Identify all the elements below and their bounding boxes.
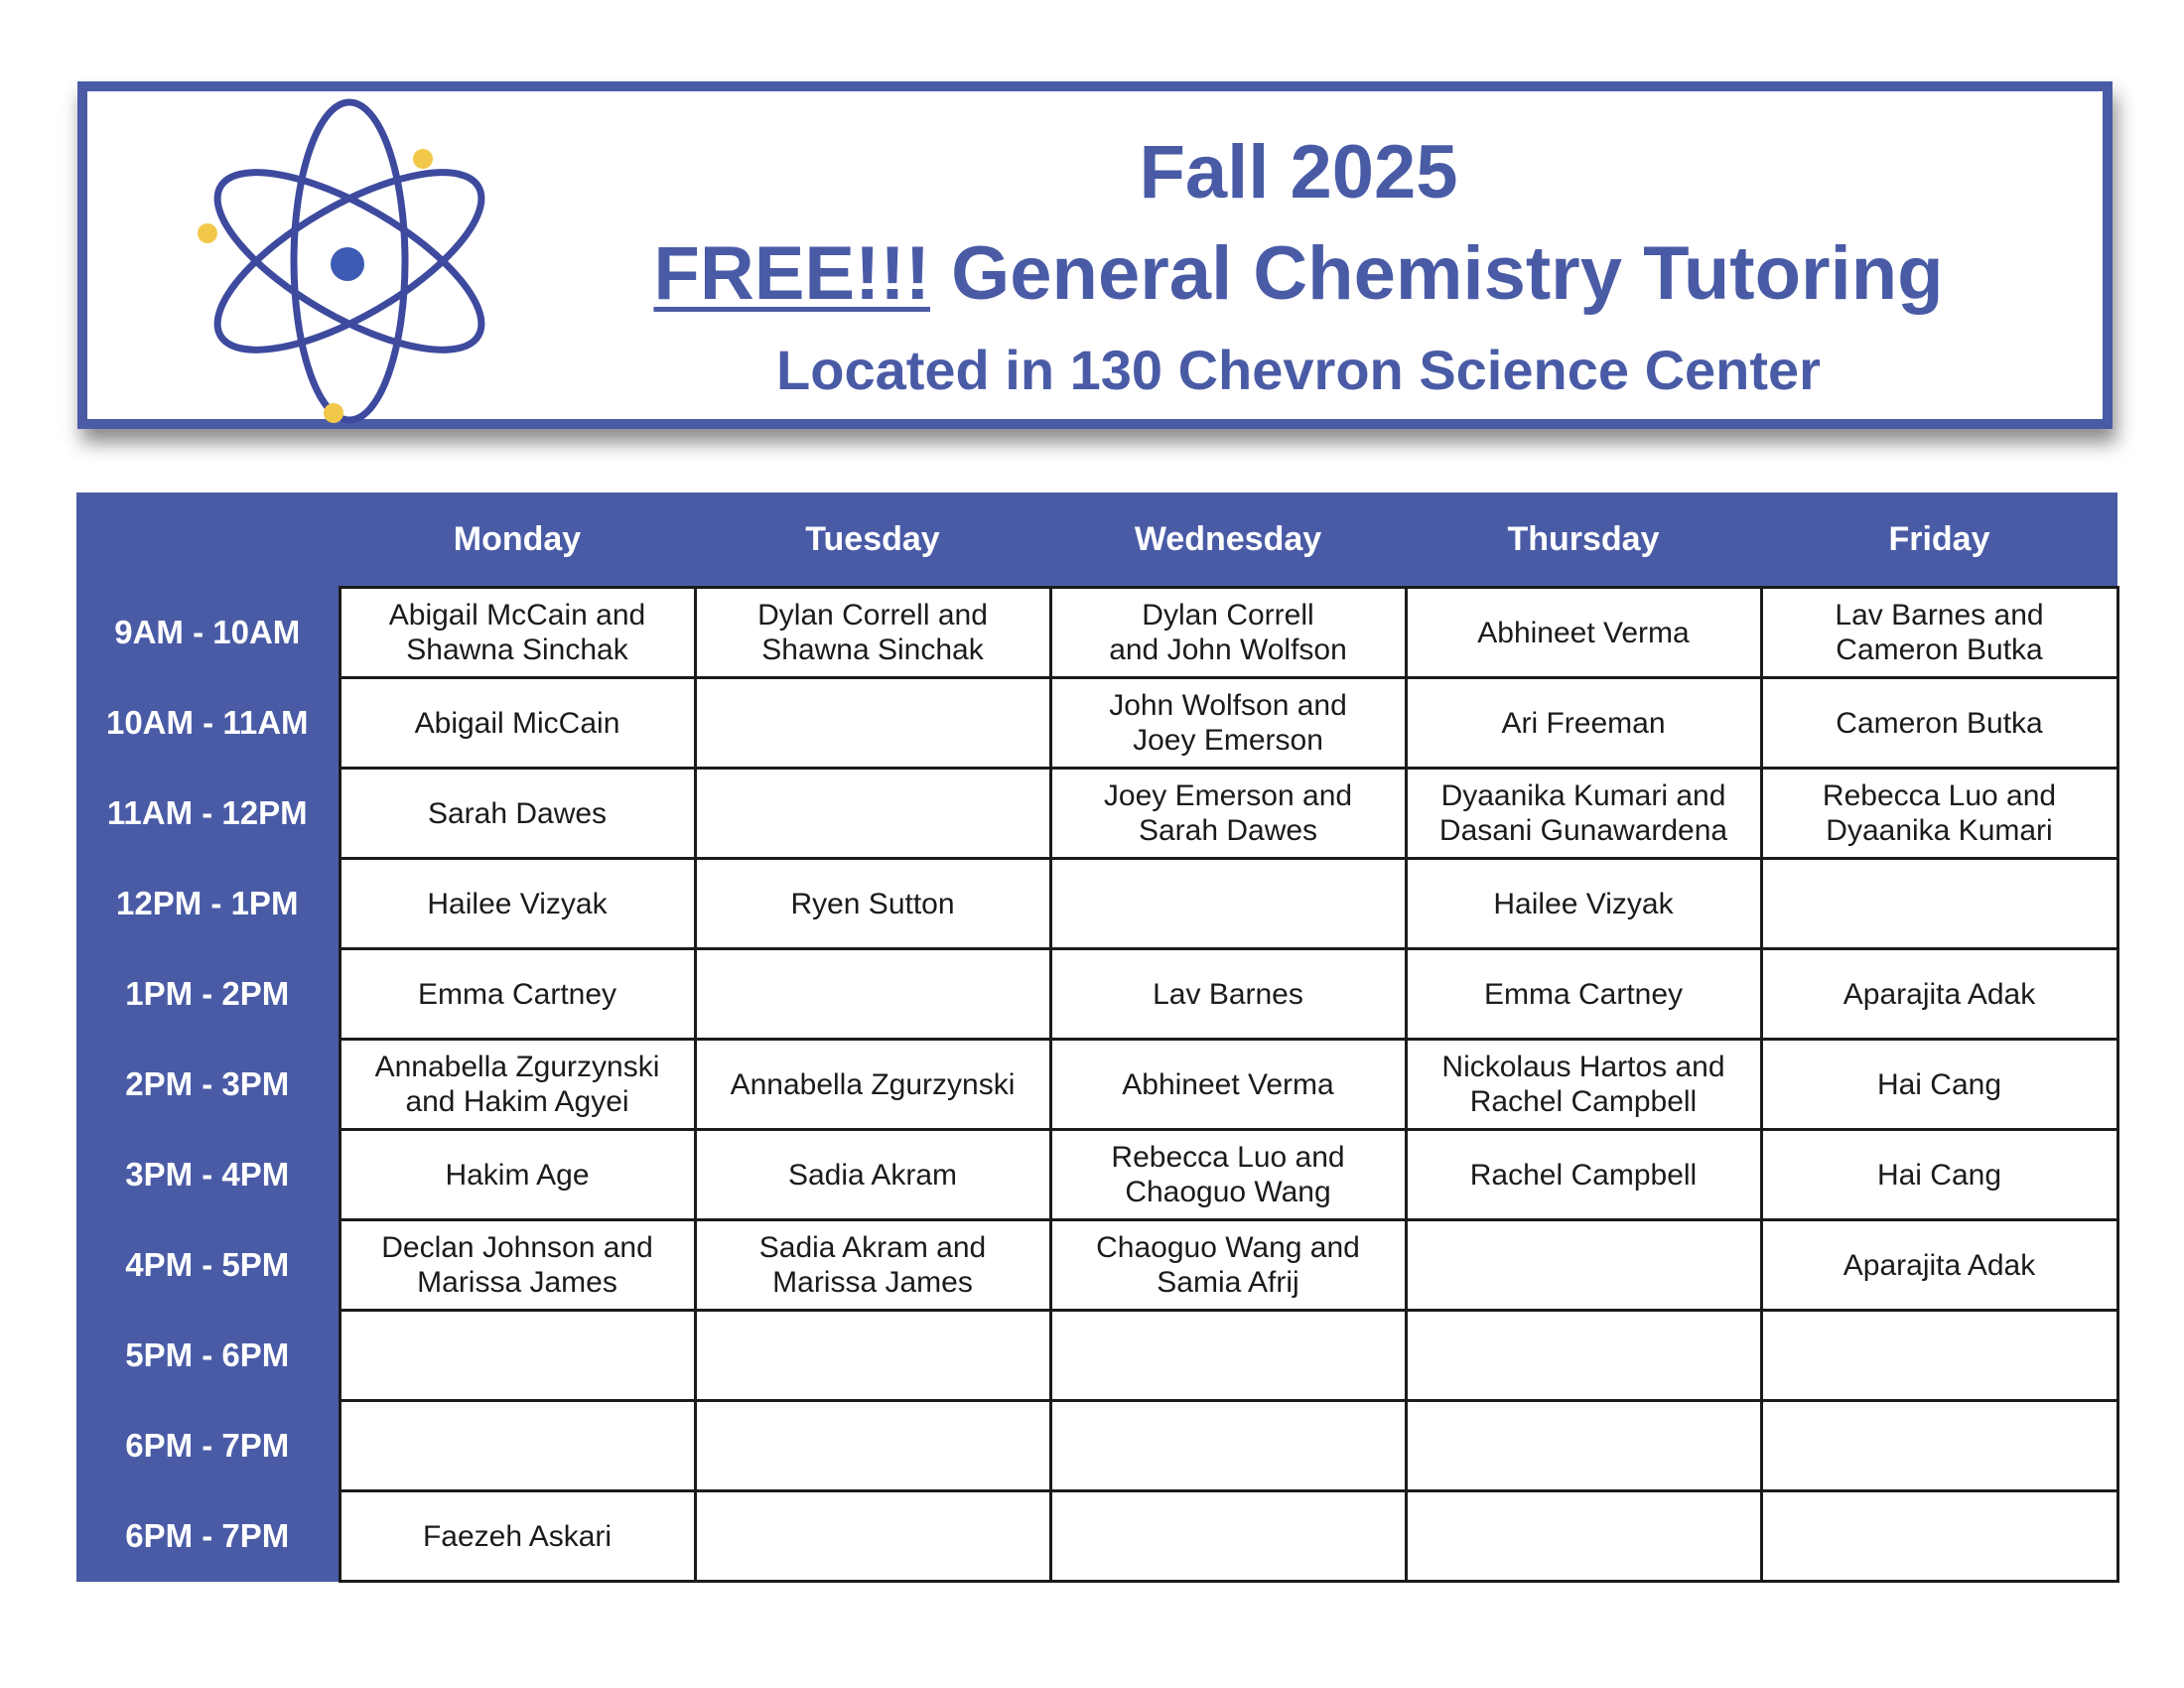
tutor-cell <box>340 1311 695 1401</box>
schedule-row <box>76 859 2117 949</box>
tutor-cell <box>695 588 1050 678</box>
schedule-row <box>76 769 2117 859</box>
time-slot-label: 6PM - 7PM <box>76 1491 340 1582</box>
tutor-name-line: Ryen Sutton <box>790 887 955 920</box>
tutor-name-line: Shawna Sinchak <box>761 633 984 666</box>
tutor-cell <box>695 1220 1050 1311</box>
tutor-cell <box>1050 1220 1406 1311</box>
time-slot-label: 5PM - 6PM <box>76 1311 340 1401</box>
tutor-cell <box>1761 1401 2117 1491</box>
tutor-cell <box>340 1040 695 1130</box>
tutor-cell <box>340 1130 695 1220</box>
tutor-name-line: Hailee Vizyak <box>1493 887 1674 920</box>
tutor-name-line: Rebecca Luo and <box>1822 779 2057 812</box>
day-header: Friday <box>1761 492 2117 588</box>
tutor-cell <box>1050 588 1406 678</box>
tutor-name-line: Nickolaus Hartos and <box>1441 1051 1725 1083</box>
tutor-cell <box>1050 859 1406 949</box>
tutor-name-line: Chaoguo Wang <box>1125 1176 1331 1208</box>
tutor-name-line: Hakim Age <box>445 1158 590 1192</box>
tutor-cell <box>1406 859 1761 949</box>
tutor-cell <box>695 1401 1050 1491</box>
title-rest: General Chemistry Tutoring <box>930 231 1944 316</box>
schedule-row <box>76 588 2117 678</box>
time-slot-label: 3PM - 4PM <box>76 1130 340 1220</box>
tutor-cell <box>1761 588 2117 678</box>
tutor-name-line: John Wolfson and <box>1109 689 1347 722</box>
tutor-cell <box>1406 1401 1761 1491</box>
tutor-cell <box>1761 859 2117 949</box>
schedule-row <box>76 678 2117 769</box>
tutor-name-line: Sarah Dawes <box>1138 814 1318 847</box>
tutor-cell <box>1050 1311 1406 1401</box>
schedule-row <box>76 1040 2117 1130</box>
tutor-cell <box>1761 678 2117 769</box>
tutor-name-line: Hai Cang <box>1876 1067 2002 1101</box>
tutor-name-line: Sarah Dawes <box>427 796 608 830</box>
tutor-cell <box>695 678 1050 769</box>
tutor-name-line: Dasani Gunawardena <box>1438 814 1728 847</box>
tutor-name-line: Abigail McCain and <box>388 599 646 632</box>
tutor-cell <box>695 1130 1050 1220</box>
schedule-body <box>76 588 2117 1582</box>
tutor-name-line: Emma Cartney <box>1483 977 1684 1011</box>
tutor-name-line: Aparajita Adak <box>1843 977 2036 1011</box>
schedule-row <box>76 949 2117 1040</box>
tutor-cell <box>695 859 1050 949</box>
tutor-name-line: Joey Emerson <box>1133 724 1323 757</box>
tutor-cell <box>695 1311 1050 1401</box>
tutor-name-line: Lav Barnes and <box>1835 599 2044 632</box>
tutor-cell <box>1406 949 1761 1040</box>
time-slot-label: 9AM - 10AM <box>76 588 340 678</box>
tutor-cell <box>340 1401 695 1491</box>
tutor-name-line: Joey Emerson and <box>1103 779 1353 812</box>
tutor-cell <box>1050 1491 1406 1582</box>
time-slot-label: 11AM - 12PM <box>76 769 340 859</box>
tutor-name-line: Dyaanika Kumari <box>1826 814 2053 847</box>
tutor-name-line: Rachel Campbell <box>1469 1158 1698 1192</box>
tutor-name-line: Lav Barnes <box>1153 977 1303 1011</box>
location-subtitle: Located in 130 Chevron Science Center <box>776 339 1821 401</box>
schedule-row <box>76 1491 2117 1582</box>
day-header: Tuesday <box>695 492 1050 588</box>
tutor-cell <box>1761 1220 2117 1311</box>
tutor-name-line: Faezeh Askari <box>422 1519 613 1553</box>
tutor-name-line: Annabella Zgurzynski <box>730 1067 1016 1101</box>
tutor-name-line: Rachel Campbell <box>1469 1085 1698 1118</box>
tutor-cell <box>1406 1491 1761 1582</box>
tutor-cell <box>1406 1220 1761 1311</box>
tutor-cell <box>340 769 695 859</box>
tutor-cell <box>1761 1311 2117 1401</box>
tutor-cell <box>340 1491 695 1582</box>
header-banner <box>77 81 2113 429</box>
tutor-name-line: Cameron Butka <box>1836 633 2043 666</box>
tutor-cell <box>1050 1130 1406 1220</box>
schedule-row <box>76 1311 2117 1401</box>
tutor-cell <box>1050 678 1406 769</box>
tutor-cell <box>1761 949 2117 1040</box>
tutor-name-line: and Hakim Agyei <box>405 1085 629 1118</box>
tutor-cell <box>340 1220 695 1311</box>
tutor-name-line: Ari Freeman <box>1501 706 1666 740</box>
day-header: Thursday <box>1406 492 1761 588</box>
tutor-name-line: Marissa James <box>772 1266 973 1299</box>
tutor-name-line: Aparajita Adak <box>1843 1248 2036 1282</box>
tutor-name-line: Cameron Butka <box>1836 706 2043 740</box>
tutor-name-line: Chaoguo Wang and <box>1096 1231 1360 1264</box>
time-slot-label: 6PM - 7PM <box>76 1401 340 1491</box>
tutor-cell <box>340 949 695 1040</box>
tutor-cell <box>1406 1311 1761 1401</box>
tutor-name-line: Dylan Correll and <box>757 599 988 632</box>
tutor-name-line: Sadia Akram and <box>758 1231 987 1264</box>
tutoring-schedule-table <box>76 492 2119 1583</box>
schedule-row <box>76 1130 2117 1220</box>
day-header: Wednesday <box>1050 492 1406 588</box>
atom-icon <box>171 97 528 425</box>
tutor-cell <box>1050 1040 1406 1130</box>
tutor-name-line: Dylan Correll <box>1142 599 1314 632</box>
tutor-cell <box>340 859 695 949</box>
tutor-cell <box>340 588 695 678</box>
tutor-name-line: Marissa James <box>417 1266 617 1299</box>
tutor-cell <box>1406 1040 1761 1130</box>
tutor-name-line: Samia Afrij <box>1157 1266 1299 1299</box>
schedule-row <box>76 1401 2117 1491</box>
tutor-name-line: and John Wolfson <box>1109 633 1347 666</box>
tutor-name-line: Abhineet Verma <box>1477 616 1690 649</box>
tutor-cell <box>1761 1040 2117 1130</box>
tutor-name-line: Hai Cang <box>1876 1158 2002 1192</box>
tutor-name-line: Shawna Sinchak <box>406 633 628 666</box>
tutor-cell <box>1406 678 1761 769</box>
day-header: Monday <box>340 492 695 588</box>
tutor-cell <box>1050 769 1406 859</box>
tutor-name-line: Abhineet Verma <box>1122 1067 1334 1101</box>
tutor-name-line: Rebecca Luo and <box>1111 1141 1345 1174</box>
main-title <box>504 230 2093 317</box>
time-slot-label: 2PM - 3PM <box>76 1040 340 1130</box>
time-column-header <box>76 492 340 588</box>
tutor-cell <box>695 1491 1050 1582</box>
tutor-cell <box>1050 1401 1406 1491</box>
tutor-cell <box>1406 588 1761 678</box>
tutor-cell <box>1761 1491 2117 1582</box>
tutor-cell <box>1761 769 2117 859</box>
tutor-name-line: Dyaanika Kumari and <box>1440 779 1726 812</box>
tutor-name-line: Hailee Vizyak <box>427 887 608 920</box>
tutor-cell <box>695 1040 1050 1130</box>
day-header-row <box>76 492 2117 588</box>
tutor-cell <box>340 678 695 769</box>
time-slot-label: 1PM - 2PM <box>76 949 340 1040</box>
tutor-cell <box>1406 769 1761 859</box>
tutor-cell <box>695 949 1050 1040</box>
season-title: Fall 2025 <box>1139 130 1458 214</box>
tutor-cell <box>1050 949 1406 1040</box>
tutor-name-line: Emma Cartney <box>417 977 617 1011</box>
tutor-cell <box>695 769 1050 859</box>
tutor-cell <box>1406 1130 1761 1220</box>
tutor-name-line: Abigail MicCain <box>414 706 620 740</box>
tutor-name-line: Declan Johnson and <box>381 1231 653 1264</box>
free-label: FREE!!! <box>653 231 931 316</box>
tutor-name-line: Annabella Zgurzynski <box>374 1051 660 1083</box>
time-slot-label: 10AM - 11AM <box>76 678 340 769</box>
time-slot-label: 4PM - 5PM <box>76 1220 340 1311</box>
time-slot-label: 12PM - 1PM <box>76 859 340 949</box>
tutor-cell <box>1761 1130 2117 1220</box>
schedule-row <box>76 1220 2117 1311</box>
tutor-name-line: Sadia Akram <box>787 1158 958 1192</box>
